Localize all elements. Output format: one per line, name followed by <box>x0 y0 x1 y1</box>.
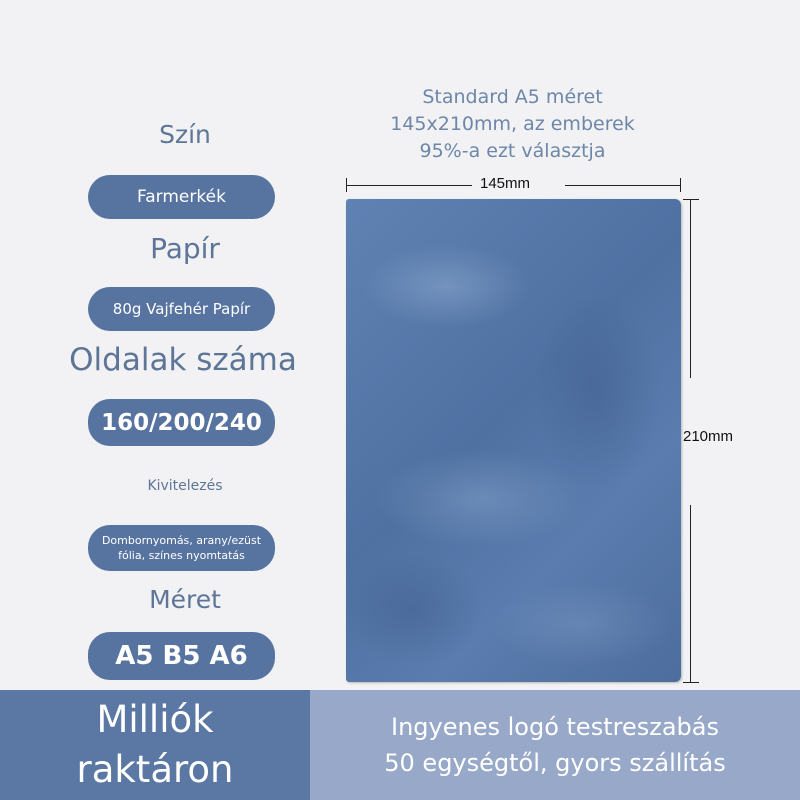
stock-banner-line1: Milliók <box>96 698 214 741</box>
width-dimension-line-right <box>565 185 680 186</box>
height-dimension-line-top <box>690 199 691 378</box>
width-dimension-line-left <box>346 185 472 186</box>
customization-banner <box>310 690 800 800</box>
color-heading: Szín <box>159 120 211 149</box>
pages-heading: Oldalak száma <box>69 342 297 378</box>
finish-value-badge <box>88 525 275 571</box>
size-heading: Méret <box>149 585 221 614</box>
pages-value-badge: 160/200/240 <box>88 399 275 446</box>
width-dimension-right-tick <box>680 178 681 192</box>
product-headline-line1: Standard A5 méret <box>422 86 603 108</box>
product-headline-line2: 145x210mm, az emberek <box>390 113 635 135</box>
paper-heading: Papír <box>150 232 220 265</box>
color-value-badge: Farmerkék <box>88 175 275 219</box>
product-headline-line3: 95%-a ezt választja <box>419 140 606 162</box>
product-headline <box>345 84 680 165</box>
finish-heading: Kivitelezés <box>147 478 223 494</box>
height-dimension-line-bottom <box>690 505 691 682</box>
finish-value-line2: fólia, színes nyomtatás <box>118 549 245 562</box>
paper-value-badge: 80g Vajfehér Papír <box>88 287 275 331</box>
notebook-cover-image <box>346 199 681 682</box>
height-dimension-bottom-tick <box>683 682 699 683</box>
stock-banner <box>0 690 310 800</box>
customization-banner-line2: 50 egységtől, gyors szállítás <box>384 749 726 777</box>
customization-banner-line1: Ingyenes logó testreszabás <box>391 713 719 741</box>
width-dimension-label: 145mm <box>480 175 531 192</box>
height-dimension-label: 210mm <box>683 428 734 445</box>
height-dimension-top-tick <box>683 199 699 200</box>
stock-banner-line2: raktáron <box>76 748 234 791</box>
size-value-badge: A5 B5 A6 <box>88 632 275 680</box>
finish-value-line1: Dombornyomás, arany/ezüst <box>101 534 262 547</box>
